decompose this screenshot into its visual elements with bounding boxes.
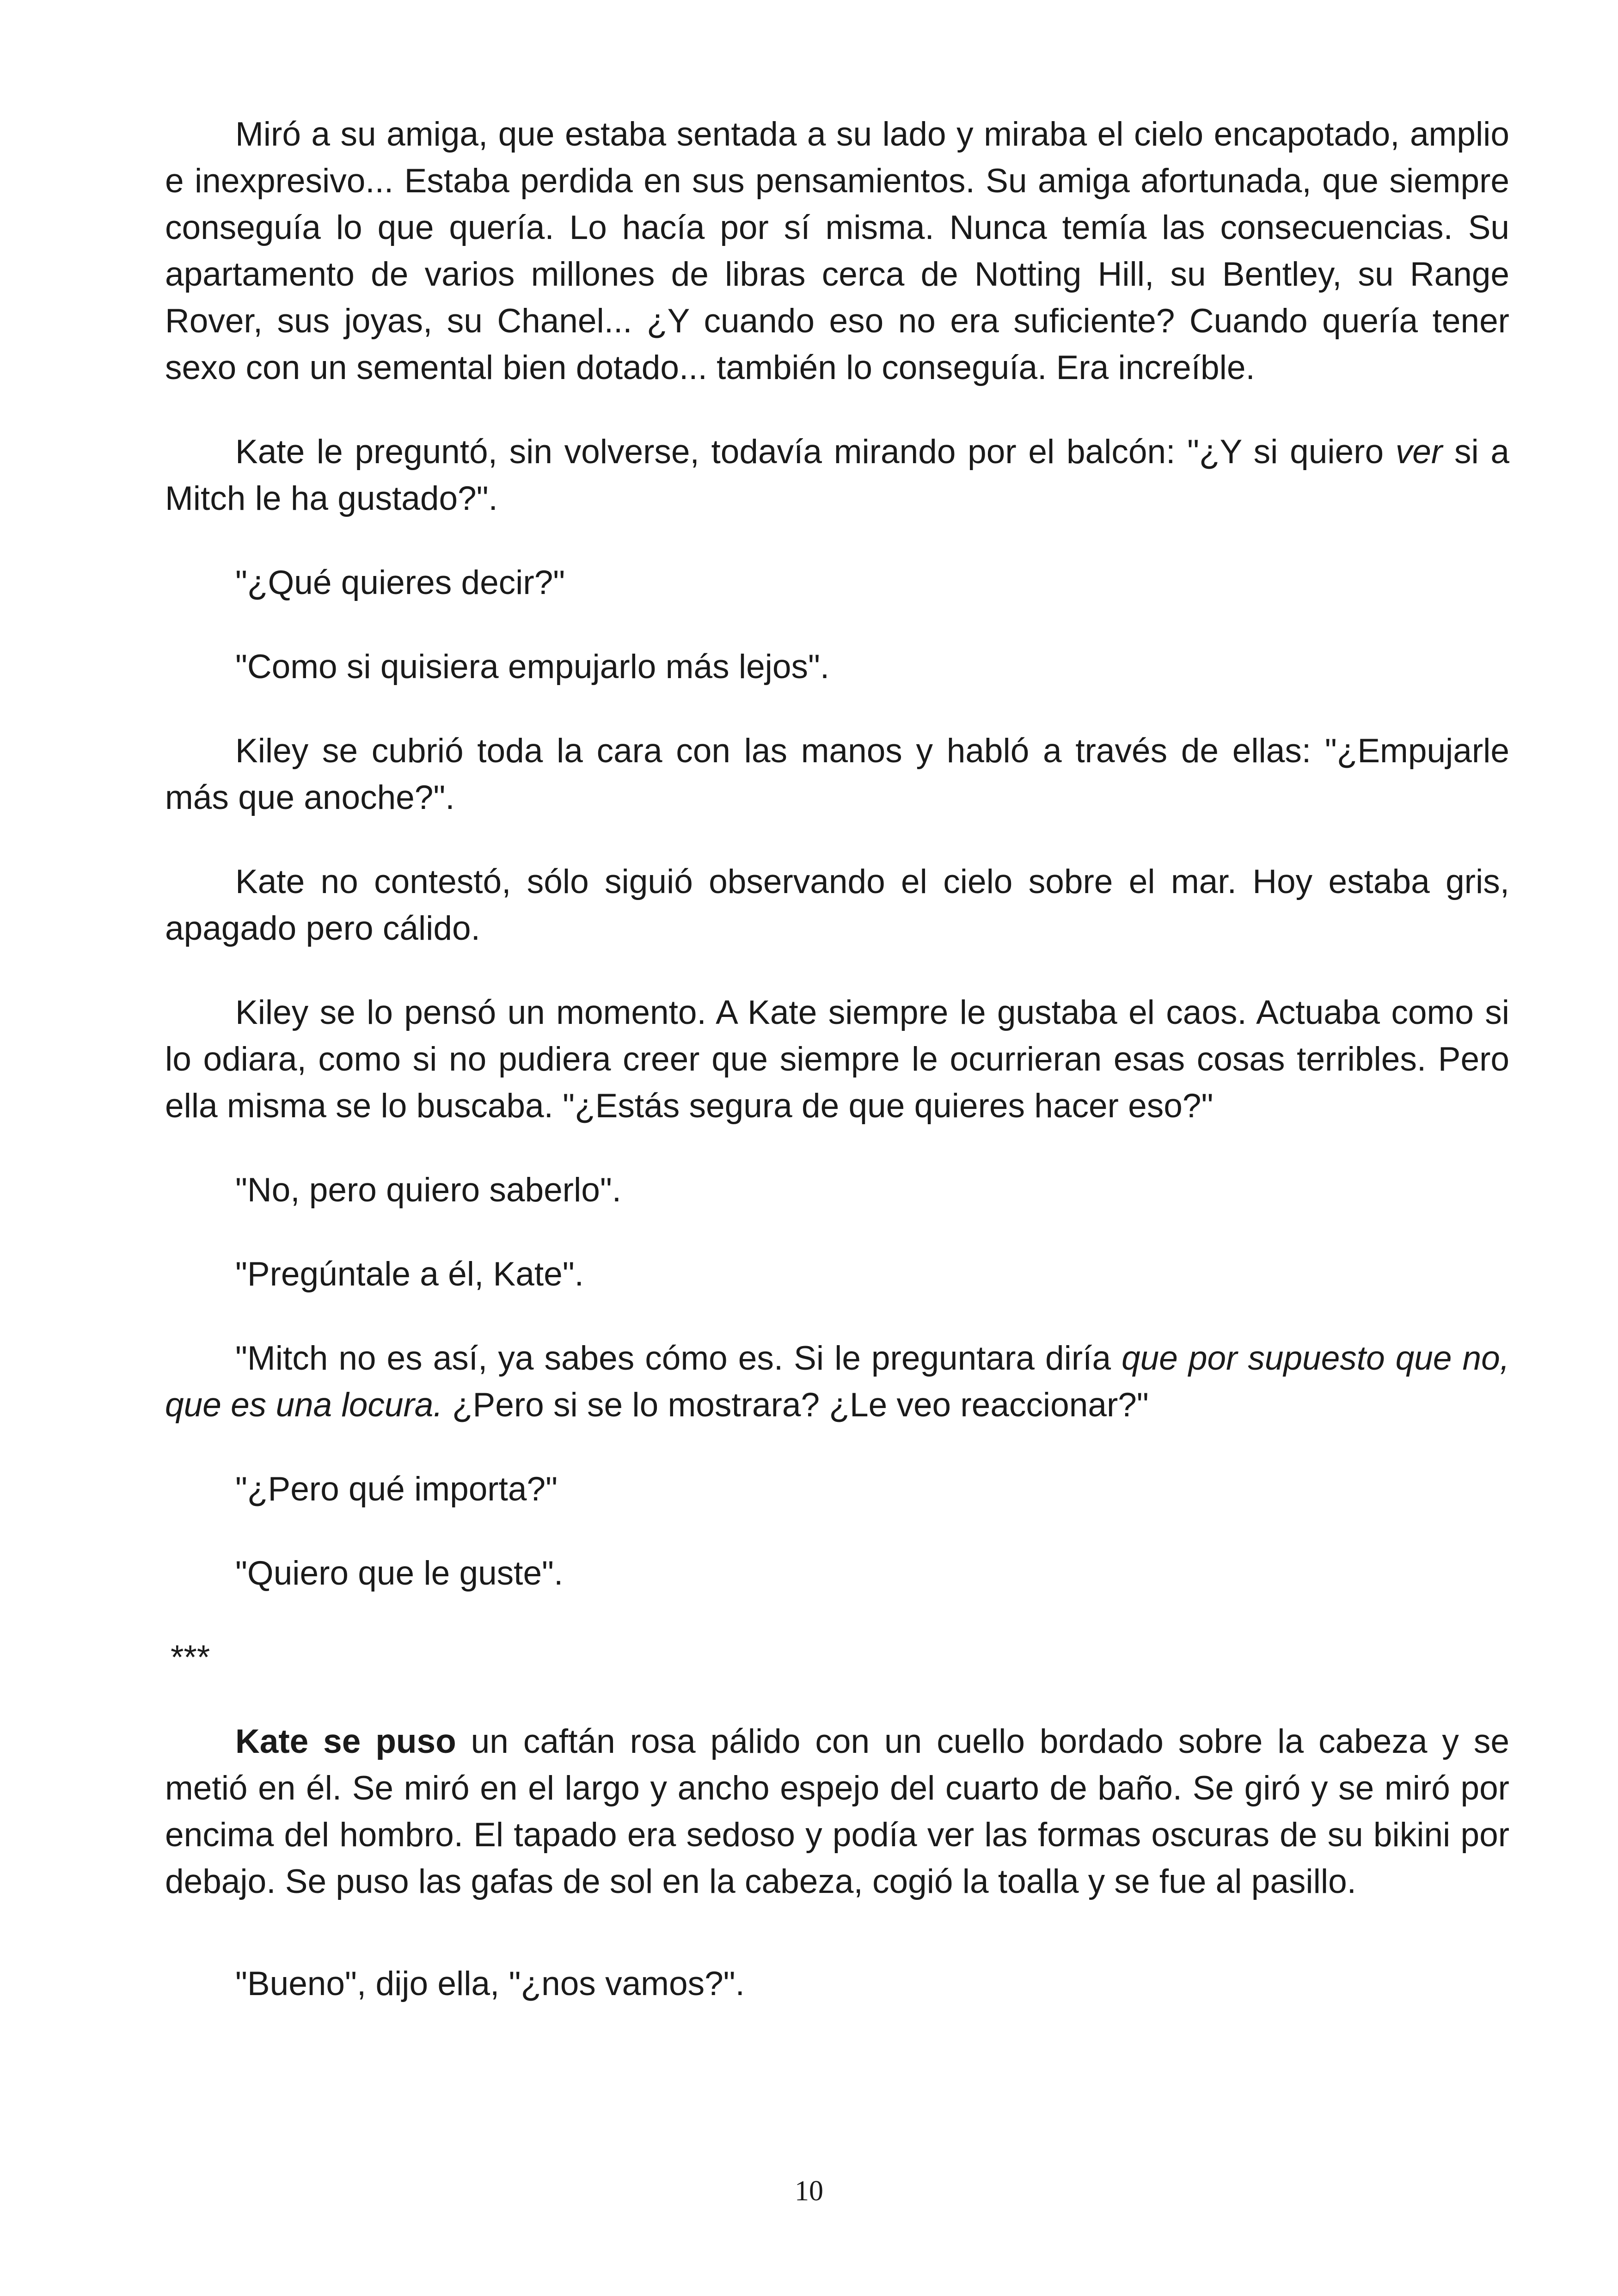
emphasis-text: ver bbox=[1395, 433, 1443, 471]
paragraph-text: Kate le preguntó, sin volverse, todavía mirando por el balcón: "¿Y si quiero bbox=[235, 433, 1396, 471]
paragraph: Kate no contestó, sólo siguió observando el cielo sobre el mar. Hoy estaba gris, apagado pero cálido. bbox=[165, 863, 1509, 947]
page-number: 10 bbox=[795, 2175, 823, 2207]
paragraph-text: un caftán rosa pálido con un cuello bordado sobre la cabeza y se metió en él. Se miró en el largo y ancho espejo del cuarto de baño. Se giró y se miró por encima del hombro. El tapado era sedoso y podía ver las formas oscuras de su bikini por debajo. Se puso las gafas de sol en la cabeza, cogió la toalla y se fue al pasillo. bbox=[165, 1723, 1509, 1900]
emphasis-text: que por supuesto que no, que es una locura. bbox=[165, 1340, 1509, 1424]
paragraph-text: ¿Pero si se lo mostrara? ¿Le veo reaccionar?" bbox=[442, 1386, 1149, 1424]
paragraph bbox=[165, 1718, 1509, 1905]
paragraph: "No, pero quiero saberlo". bbox=[235, 1171, 622, 1209]
bold-lead-text: Kate se puso bbox=[235, 1723, 456, 1760]
body-text bbox=[165, 111, 1509, 2045]
paragraph: "Pregúntale a él, Kate". bbox=[235, 1255, 584, 1293]
paragraph bbox=[165, 1335, 1509, 1428]
paragraph: "Quiero que le guste". bbox=[235, 1555, 564, 1592]
scene-separator: *** bbox=[171, 1639, 210, 1676]
paragraph: "Bueno", dijo ella, "¿nos vamos?". bbox=[235, 1965, 745, 2002]
paragraph: Kiley se lo pensó un momento. A Kate siempre le gustaba el caos. Actuaba como si lo odiara, como si no pudiera creer que siempre le ocurrieran esas cosas terribles. Pero ella misma se lo buscaba. "¿Estás segura de que quieres hacer eso?" bbox=[165, 994, 1509, 1125]
paragraph: Kiley se cubrió toda la cara con las manos y habló a través de ellas: "¿Empujarle más que anoche?". bbox=[165, 732, 1509, 816]
paragraph-text: "Mitch no es así, ya sabes cómo es. Si le preguntara diría bbox=[235, 1340, 1122, 1377]
paragraph-text: si a Mitch le ha gustado?". bbox=[165, 433, 1509, 517]
paragraph bbox=[165, 429, 1509, 522]
paragraph: "¿Qué quieres decir?" bbox=[235, 564, 565, 601]
paragraph: "Como si quisiera empujarlo más lejos". bbox=[235, 648, 830, 686]
paragraph: Miró a su amiga, que estaba sentada a su lado y miraba el cielo encapotado, amplio e inexpresivo... Estaba perdida en sus pensamientos. Su amiga afortunada, que siempre conseguía lo que quería. Lo hacía por sí misma. Nunca temía las consecuencias. Su apartamento de varios millones de libras cerca de Notting Hill, su Bentley, su Range Rover, sus joyas, su Chanel... ¿Y cuando eso no era suficiente? Cuando quería tener sexo con un semental bien dotado... también lo conseguía. Era increíble. bbox=[165, 116, 1509, 386]
paragraph: "¿Pero qué importa?" bbox=[235, 1470, 558, 1508]
